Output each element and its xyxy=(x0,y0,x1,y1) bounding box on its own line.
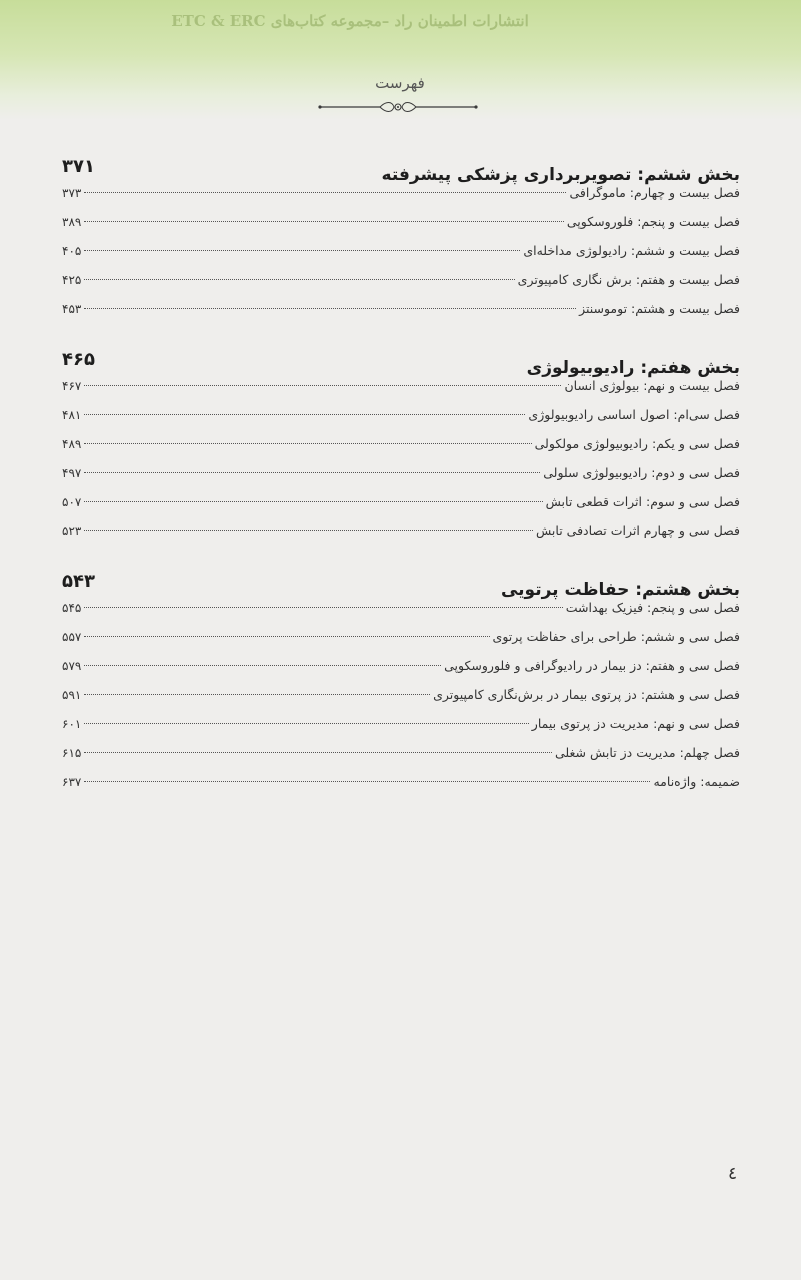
entry-page-number: ۵۹۱ xyxy=(62,688,82,702)
toc-entry[interactable] xyxy=(62,523,740,552)
entry-page-number: ۵۰۷ xyxy=(62,495,82,509)
entry-page-number: ۵۷۹ xyxy=(62,659,82,673)
dot-leader xyxy=(84,472,540,473)
toc-entry[interactable] xyxy=(62,658,740,687)
page-number: ٤ xyxy=(728,1164,738,1184)
toc-entry[interactable] xyxy=(62,243,740,272)
section-page-number: ۴۶۵ xyxy=(62,349,95,370)
toc-entry[interactable] xyxy=(62,185,740,214)
section-title: بخش هشتم: حفاظت پرتویی xyxy=(500,580,740,600)
page-title: فهرست xyxy=(375,74,425,92)
dot-leader xyxy=(84,385,561,386)
entry-page-number: ۴۲۵ xyxy=(62,273,82,287)
entry-title: فصل بیست و هشتم: توموسنتز xyxy=(579,301,740,316)
entry-page-number: ۴۵۳ xyxy=(62,302,82,316)
toc-entry[interactable] xyxy=(62,301,740,330)
dot-leader xyxy=(84,414,525,415)
toc-entry[interactable] xyxy=(62,378,740,407)
entry-title: فصل سی و یکم: رادیوبیولوژی مولکولی xyxy=(534,436,740,451)
entry-page-number: ۶۰۱ xyxy=(62,717,82,731)
toc-entry[interactable] xyxy=(62,465,740,494)
toc-entry[interactable] xyxy=(62,494,740,523)
section-part-eight xyxy=(62,570,740,803)
section-part-six xyxy=(62,155,740,330)
section-page-number: ۵۴۳ xyxy=(62,571,95,592)
entry-title: فصل سی و پنجم: فیزیک بهداشت xyxy=(565,600,740,615)
entry-title: فصل سی و سوم: اثرات قطعی تابش xyxy=(545,494,740,509)
entry-title: ضمیمه: واژه‌نامه xyxy=(653,774,740,789)
title-ornament-icon xyxy=(318,100,478,114)
entry-title: فصل بیست و چهارم: ماموگرافی xyxy=(569,185,740,200)
dot-leader xyxy=(84,665,441,666)
dot-leader xyxy=(84,723,528,724)
toc-entry[interactable] xyxy=(62,272,740,301)
entry-page-number: ۴۹۷ xyxy=(62,466,82,480)
dot-leader xyxy=(84,221,564,222)
dot-leader xyxy=(84,308,576,309)
entry-title: فصل سی و ششم: طراحی برای حفاظت پرتوی xyxy=(492,629,740,644)
entry-page-number: ۴۶۷ xyxy=(62,379,82,393)
entry-page-number: ۵۵۷ xyxy=(62,630,82,644)
entry-title: فصل سی‌ام: اصول اساسی رادیوبیولوژی xyxy=(528,407,740,422)
section-title: بخش هفتم: رادیوبیولوژی xyxy=(526,358,740,378)
dot-leader xyxy=(84,530,533,531)
entry-title: فصل چهلم: مدیریت دز تابش شغلی xyxy=(554,745,740,760)
entry-title: فصل بیست و هفتم: برش نگاری کامپیوتری xyxy=(517,272,740,287)
toc-entry[interactable] xyxy=(62,687,740,716)
entry-page-number: ۳۷۳ xyxy=(62,186,82,200)
toc-entry-appendix[interactable] xyxy=(62,774,740,803)
dot-leader xyxy=(84,443,531,444)
entry-title: فصل سی و چهارم اثرات تصادفی تابش xyxy=(535,523,740,538)
section-heading[interactable] xyxy=(62,570,740,600)
section-part-seven xyxy=(62,348,740,552)
toc-entry[interactable] xyxy=(62,407,740,436)
toc-entry[interactable] xyxy=(62,745,740,774)
dot-leader xyxy=(84,250,520,251)
dot-leader xyxy=(84,781,650,782)
toc-entry[interactable] xyxy=(62,600,740,629)
section-heading[interactable] xyxy=(62,155,740,185)
entry-title: فصل سی و هشتم: دز پرتوی بیمار در برش‌نگاری کامپیوتری xyxy=(433,687,740,702)
entry-page-number: ۴۸۹ xyxy=(62,437,82,451)
entry-page-number: ۳۸۹ xyxy=(62,215,82,229)
table-of-contents xyxy=(62,155,740,821)
dot-leader xyxy=(84,501,542,502)
dot-leader xyxy=(84,752,552,753)
entry-title: فصل سی و نهم: مدیریت دز پرتوی بیمار xyxy=(531,716,740,731)
entry-title: فصل بیست و ششم: رادیولوژی مداخله‌ای xyxy=(523,243,740,258)
toc-entry[interactable] xyxy=(62,214,740,243)
entry-title: فصل سی و دوم: رادیوبیولوژی سلولی xyxy=(543,465,740,480)
entry-page-number: ۵۴۵ xyxy=(62,601,82,615)
dot-leader xyxy=(84,607,562,608)
dot-leader xyxy=(84,279,514,280)
toc-entry[interactable] xyxy=(62,436,740,465)
dot-leader xyxy=(84,192,566,193)
entry-page-number: ۴۰۵ xyxy=(62,244,82,258)
section-page-number: ۳۷۱ xyxy=(62,156,95,177)
section-title: بخش ششم: تصویربرداری پزشکی پیشرفته xyxy=(381,165,740,185)
entry-title: فصل بیست و نهم: بیولوژی انسان xyxy=(564,378,740,393)
dot-leader xyxy=(84,694,430,695)
toc-entry[interactable] xyxy=(62,716,740,745)
entry-title: فصل سی و هفتم: دز بیمار در رادیوگرافی و فلوروسکوپی xyxy=(444,658,740,673)
entry-title: فصل بیست و پنجم: فلوروسکوپی xyxy=(566,214,740,229)
dot-leader xyxy=(84,636,489,637)
toc-entry[interactable] xyxy=(62,629,740,658)
entry-page-number: ۵۲۳ xyxy=(62,524,82,538)
section-heading[interactable] xyxy=(62,348,740,378)
entry-page-number: ۴۸۱ xyxy=(62,408,82,422)
running-header: انتشارات اطمینان راد –مجموعه کتاب‌های ETC & ERC xyxy=(171,12,529,30)
entry-page-number: ۶۱۵ xyxy=(62,746,82,760)
entry-page-number: ۶۳۷ xyxy=(62,775,82,789)
